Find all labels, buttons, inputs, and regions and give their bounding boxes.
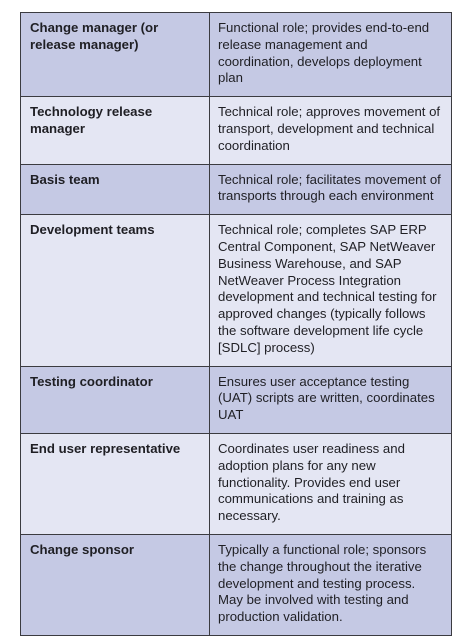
role-name: Technology release manager <box>21 97 210 164</box>
role-description: Functional role; provides end-to-end release management and coordination, develops deployment plan <box>210 13 452 97</box>
role-name: Testing coordinator <box>21 366 210 433</box>
role-description: Technical role; approves movement of transport, development and technical coordination <box>210 97 452 164</box>
role-description: Ensures user acceptance testing (UAT) scripts are written, coordinates UAT <box>210 366 452 433</box>
role-description: Typically a functional role; sponsors the change throughout the iterative development and testing process. May be involved with testing and production validation. <box>210 534 452 635</box>
role-description: Technical role; completes SAP ERP Central Component, SAP NetWeaver Business Warehouse, and SAP NetWeaver Process Integration development and technical testing for approved changes (typically follows the software development life cycle [SDLC] process) <box>210 215 452 366</box>
table-row <box>21 534 452 635</box>
table-row <box>21 13 452 97</box>
table-row <box>21 433 452 534</box>
table-row <box>21 164 452 215</box>
table-row <box>21 215 452 366</box>
roles-table <box>20 12 452 636</box>
role-name: Change sponsor <box>21 534 210 635</box>
role-name: Development teams <box>21 215 210 366</box>
role-description: Technical role; facilitates movement of transports through each environment <box>210 164 452 215</box>
role-name: Basis team <box>21 164 210 215</box>
table-row <box>21 97 452 164</box>
role-name: Change manager (or release manager) <box>21 13 210 97</box>
table-row <box>21 366 452 433</box>
role-name: End user representative <box>21 433 210 534</box>
role-description: Coordinates user readiness and adoption plans for any new functionality. Provides end user communications and training as necessary. <box>210 433 452 534</box>
